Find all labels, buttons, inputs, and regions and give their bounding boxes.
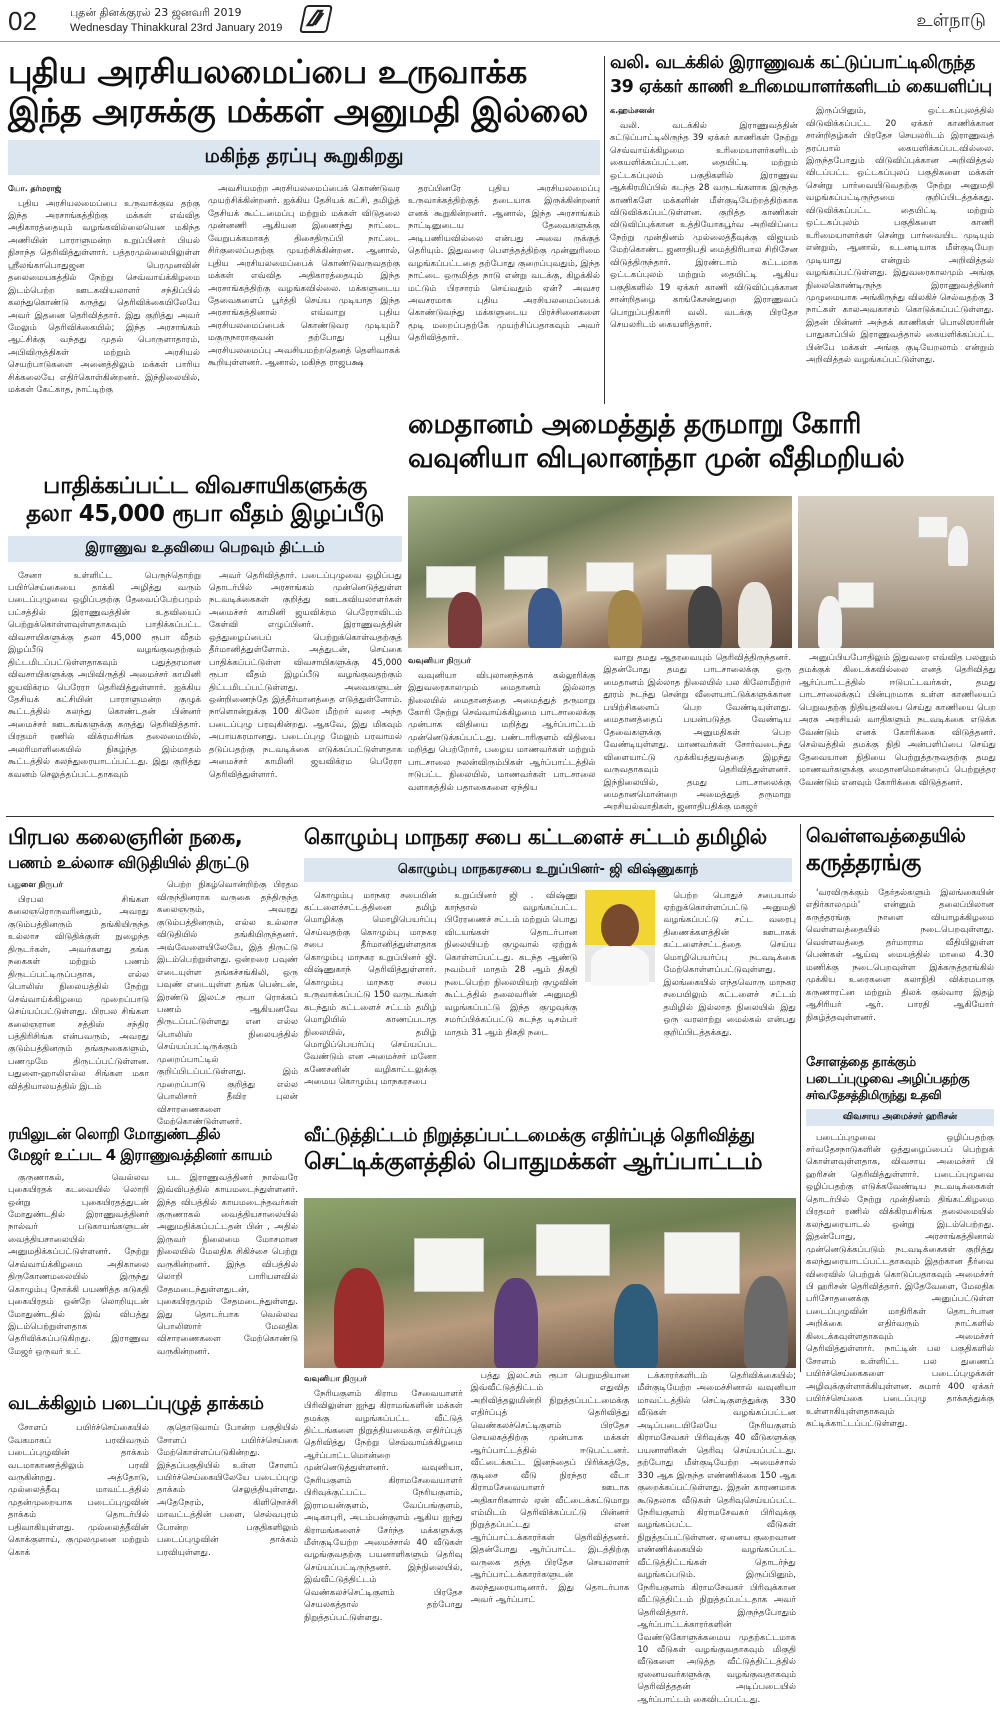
article-body: பெற்ற நிகழ்வொன்றிற்கு பிரதம விருந்தினராக வருகை தந்திருந்த கலைஞரும், அவரது குடும்பத்தினரும், எல்ல உல்லாச விடுதியில் தங்கியிருந்தனர். அவ்வேளையிலேயே, இத் திருட்டு இடம்பெற்றுள்ளது. ஒன்றரை பவுண் எடையுள்ள தங்கச்சங்கிலி, ஒரு பவுண் எடையுள்ள தங்க பென்டன், இரண்டு இலட்ச ரூபா ரொக்கப் பணம் ஆகியனவே திருடப்பட்டுள்ளது என எல்ல பொலிஸ் நிலையத்தில் செய்யப்பட்டிருக்கும் முறைப்பாட்டில் குறிப்பிடப்பட்டுள்ளது. இம் முறைப்பாடு குறித்து எல்ல பொலிசார் தீவிர புலன் விசாரணைகளை மேற்கொண்டுள்ளனர். [157, 880, 298, 1128]
subheadline: கொழும்பு மாநகரசபை உறுப்பினர்- ஜி விஷ்ணுகாந் [304, 858, 792, 882]
headline: படைப்புழுவை அழிப்பதற்கு [806, 1071, 970, 1087]
article-body: சேனா உள்ளிட்ட பெருந்தொற்று பயிர்செய்கையை தாக்கி அழித்து வரும் படைப்புழுவை ஒழிப்பதற்கு தேவைப்பேற்பமும் பட்சத்தில் இராணுவத்தின் உதவியைப் பெற்றுக்கொள்ளவுள்ளதாகவும் பாதிக்கப்பட்ட விவசாயிகளுக்கு தலா 45,000 ரூபா வீதம் இழப்பீடு வழங்குவதற்கும் திட்டமிடப்பட்டுள்ளதாகவும் பதுத்தரமான விவசாயிகளுக்கு அபிவிருத்தி அமைச்சர் காமினி ஜயவிக்ரம பெரேரா தெரிவித்துள்ளார். ஐக்கிய தேசியக் கட்சியின் பாராளுமன்ற குழுக் கூட்டத்தில் கலந்து கொண்டதன் பின்னர் அமைச்சர் ஊடகங்களுக்கு கருத்து தெரிவித்தார். பிரதமர் ரணில் விக்ரமசிங்க தலைமையில், அலரிமாளிகையில் நிகழ்ந்த இம்மாதம் கூட்டத்தில் கலந்துரையாடப்பட்டது. இது குறித்து கவனம் செலுத்தப்பட்டதாகவும் [8, 570, 201, 780]
divider [800, 824, 801, 1372]
article-body: புதிய அரசியலமைப்பை உருவாக்குவ தற்கு இந்த அரசாங்கத்திற்கு மக்கள் எவ்வித அதிகாரத்தையும் வழங்கவில்லையென மகிந்த அணியின் பாராளுமன்ற உறுப்பினர் பியல் நிசாந்த தெரிவித்துள்ளார். பத்தரமுல்லையிலுள்ள ஸ்ரீலங்காபொதுஜன பெரமுனவின் தலைமையகத்தில் நேற்று செவ்வாய்க்கிழமை இடம்பெற்ற ஊடகவியலாளர் சந்திப்பில் கலந்துகொண்டு கருத்து தெரிவிக்கையிலேயே அவர் இதனை தெரிவித்தார். இது குறித்து அவர் மேலும் தெரிவிக்கையில்; இந்த அரசாங்கம் ஆட்சிக்கு வந்தது முதல் பொருளாதாரம், அபிவிருத்திகள் மற்றும் அரசியல் செயற்பாடுகளை அனைத்திலும் மக்கள் பாரிய சிக்கலையே எதிர்கொள்கின்றனர். இந்நிலையில், மக்கள் கேட்காத, நாட்டிற்கு [8, 198, 200, 396]
article-land-release [610, 54, 994, 404]
article-body: அனுப்பியபோதிலும் இதுவரை எவ்வித பலனும் தமக்குக் கிடைக்கவில்லை எனத் தெரிவித்து ஆர்ப்பாட்டத்தில் ஈடுபட்டவர்கள், தமது பாடசாலைக்குப் பின்புறமாக உள்ள காணியைப் பெறுவதற்கு நிதியுதவியை செய்து காணியை பெற அரசு அரசியல் வாதிகளும் நடவடிக்கை எடுக்க வேண்டும் எனக் கோரிக்கை விடுத்தனர். செல்வத்தில் தமக்கு நிதி அன்பளிப்பை செய்து தேவையான நிதியை பெற்றுத்தருவதற்கு தமது மாணவர்களுக்கு மைதானமொன்றைப் பெற்றுத்தர வேண்டும் எனவும் கோரிக்கை விடுத்தனர். [799, 653, 997, 788]
byline: பதுளை நிருபர் [8, 880, 63, 890]
headline: சர்வதேசத்திமிருந்து உதவி [806, 1088, 942, 1103]
subheadline: விவசாய அமைச்சர் ஹரிசன் [806, 1109, 994, 1126]
section-name: உள்நாடு [916, 10, 986, 31]
headline: சோளத்தை தாக்கும் [806, 1055, 916, 1070]
logo-icon [299, 5, 333, 33]
headline: செட்டிக்குளத்தில் பொதுமக்கள் ஆர்ப்பாட்டம் [304, 1149, 763, 1176]
article-hotel-theft [8, 825, 298, 1128]
photo-caption: வவுனியா நிருபர் [408, 656, 471, 665]
protest-photo [408, 496, 792, 648]
article-body: குருணாகல், வெல்லவ புகையிரதக் கடவையில் லொறி ஒன்று புகையிரதத்துடன் மோதுண்டதில் இராணுவத்தினர் நால்வர் படுகாயங்களுடன் வைத்தியசாலையில் அனுமதிக்கப்பட்டுள்ளனர். நேற்று செவ்வாய்க்கிழமை அதிகாலை திருகோணமலையில் இருந்து கொழும்பு நோக்கி பயணித்த கடுகதி புகையிரதம் ஒன்றே லொறியுடன் மோதுண்டதில் இவ் விபத்து இடம்பெற்றுள்ளதாக தெரிவிக்கப்படுகிறது. இராணுவ மேஜர் ஒருவர் உட் [8, 1172, 149, 1357]
article-international-aid [806, 1056, 994, 1546]
headline: பிரபல கலைஞரின் நகை, [8, 825, 243, 849]
header-date-english: Wednesday Thinakkural 23rd January 2019 [70, 22, 283, 34]
article-housing-body [304, 1370, 797, 1705]
headline: தலா 45,000 ரூபா வீதம் இழப்பீடு [26, 500, 384, 527]
article-body: டக்காரர்களிடம் தெரிவிக்கையில்; மீள்குடியேற்ற அமைச்சினால் வவுனியா மாவட்டத்தில் செட்டிகுளத்துக்கு 330 வீடுகள் வழங்கப்பட்டன அடிப்படையிலேயே நேரியகுளம் கிராமசேவகர் பிரிவுக்கு 40 வீடுகளுக்கு பயனாளிகள் தெரிவு செய்யப்பட்டது. தற்போது மீள்குடியேற்ற அமைச்சால் 330 ஆக இருந்த எண்ணிக்கை 150 ஆக குறைக்கப்பட்டுள்ளது. இதன் காரணமாக கூடுதலாக வீடுகள் தெரிவுசெய்யப்பட்ட நேரியகுளம் கிராமசேவகர் பிரிவுக்கு வழங்கப்பட்ட வீடுகள் நிறுத்தப்பட்டுள்ளன. ஏனைய குறைவான எண்ணிக்கையில் வழங்கப்பட்ட வீட்டுத்திட்டங்கள் தொடர்ந்து வழங்கப்படும். இருப்பினும், நேரியகுளம் கிராமசேவகர் பிரிவுக்கான வீட்டுத்திட்டம் நிறுத்தப்பட்டதாக அவர் தெரிவித்தார். இருந்தபோதும் ஆர்ப்பாட்டக்காரர்களின் வேண்டுகோளுக்கமைய முதற்கட்டமாக 10 வீடுகள் வழங்குவதாகவும் மிகுதி வீடுகளை அடுத்த வீட்டுத்திட்டத்தில் ஏனையவர்களுக்கு வழங்குவதாகவும் தெரிவித்ததன் அடிப்படையில் ஆர்ப்பாட்டம் கைவிடப்பட்டது. [637, 1371, 797, 1705]
headline: இந்த அரசுக்கு மக்கள் அனுமதி இல்லை [8, 90, 588, 130]
article-body: வாறு தமது ஆதரவையும் தெரிவித்திருந்தனர். இதன்போது தமது பாடசாலைக்கு ஒரு மைதானம் இல்லாத நிலையில் பல கிலோமீற்றர் தூரம் நடந்து சென்று வீளையாட்டுக்களுக்கான பயிற்சிகளைப் பெற வேண்டியுள்ளது. மைதானத்தைப் பயன்படுத்த வேண்டிய தேவைகளுக்கு அனுமதிகள் பெற வேண்டியுள்ளது. மாணவர்கள் சோர்வடைந்து விளையாட்டு முக்கியத்துவத்தை இழந்து வருவதாகவும் தெரிவித்துள்ளனர். இந்நிலையில், தமது பாடசாலைக்கு மைதானமொன்றை அமைத்துத் தருமாறு அரசியல்வாதிகள், ஜனாதிபதிக்கு மகஜர் [603, 653, 792, 813]
article-body: குதொடுவாய் போன்ற பகுதியில் சோளப் பயிர்ச்செய்கை மேற்கொள்ளப்படுகின்றது. இந்தப்பகுதியில் உள்ள சோளப் பயிர்ச்செய்கையிலேயே படைப்புழு தாக்கம் செலுத்தியுள்ளது. அதேநேரம், கிளிநொச்சி மாவட்டத்தின் பளை, செல்வபுரம் போன்ற பகுதிகளிலும் படைப்புழுவின் தாக்கம் பரவியுள்ளது. [157, 1423, 298, 1558]
header-date-tamil: புதன் தினக்குரல் 23 ஜனவரி 2019 [70, 6, 242, 19]
headline: கருத்தரங்கு [806, 850, 921, 877]
article-housing-protest [304, 1126, 796, 1196]
page-number: 02 [8, 6, 37, 36]
article-body: வலி. வடக்கில் இராணுவத்தின் கட்டுப்பாட்டிலிருந்த 39 ஏக்கர் காணிகள் நேற்று செவ்வாய்க்கிழமை உரிமையாளர்களிடம் கையளிக்கப்பட்டன. தையிட்டி மற்றும் ஒட்டகப்புலம் பகுதிகளில் இராணுவ ஆக்கிரமிப்பில் கடந்த 28 வருடங்களாக இருந்த காணிகளே மக்களின் மீள்குடியேற்றத்திற்காக விடுவிக்கப்பட்டுள்ளன. குறித்த காணிகள் விடுவிப்புக்கான உத்தியோகபூர்வ அறிவிப்பை நேற்று முன்தினம் முல்லைத்தீவுக்கு விஜயம் மேற்கொண்ட ஜனாதிபதி மைத்திரிபால சிறிசேன விடுத்திருந்தார். இரண்டாம் கட்டமாக ஒட்டகப்புலம் மற்றும் தையிட்டி ஆகிய பகுதிகளில் 19 ஏக்கர் காணி விடுவிப்புக்கான சான்றிதழை காங்கேசன்துறை இராணுவப் பொறுப்பதிகாரி வலி. வடக்கு பிரதேச செயலரிடம் கையளித்தார். [610, 120, 798, 331]
headline: வலி. வடக்கில் இராணுவக் கட்டுப்பாட்டிலிருந்த [610, 53, 975, 73]
byline: க.ஹம்சனன் [610, 106, 655, 116]
article-body: பட இராணுவத்தினர் நால்வரே இவ்விபத்தில் காயமடைந்துள்ளனர். இந்த விபத்தில் காயமடைந்தவர்கள் குருணாகல் வைத்தியசாலையில் அனுமதிக்கப்பட்டதன் பின் , அதில் இருவர் நிலைமை மோசமான நிலையில் மேலதிக சிகிச்சை பெற்று வருகின்றனர். இந்த விபத்தில் லொறி பாரியளவில் சேதமடைந்துள்ளதுடன், புகையிரதமும் சேதமடைந்துள்ளது. இது தொடர்பாக வெல்லவ பொலிஸார் மேலதிக விசாரணைகளை மேற்கொண்டு வருகின்றனர். [157, 1172, 298, 1357]
article-body: தரப்பினரே புதிய அரசியலமைப்பு உருவாக்கத்திற்குத் தடையாக இருக்கின்றனர் எனக் கூறுகின்றனர். ஆனால், இந்த அரசாங்கம் நாட்டினுடைய தேவைகளுக்கு அடிபணியவில்லை என்பது அவை ருக்குத் தெரியும். இதுவரை பௌத்தத்திற்கு முன்னுரிமை வழங்கப்பட்டதை தற்போது குறைப்புவதும், இந்த நாட்டை ஒருமித்த நாடு என்று வடக்கு, கிழக்கில் மட்டும் பிரசாரம் செய்வதும் ஏன்? அவசர அவசரமாக புதிய அரசியலமைப்பைக் கொண்டுவந்து மக்களுடைய பிரச்சினைகளை மூடி மறைப்பதற்கே முயற்சிப்பதாகவும் அவர் தெரிவித்தார். [408, 183, 600, 344]
headline: 39 ஏக்கர் காணி உரிமையாளர்களிடம் கையளிப்பு [610, 76, 992, 97]
portrait-photo [585, 890, 655, 982]
article-body: நேரியகுளம் கிராம சேவையாளர் பிரிவிலுள்ள ஐந்து கிராமங்களின் மக்கள் தமக்கு வழங்கப்பட்ட வீட்டுத் திட்டங்களை நிறுத்தியமைக்கு எதிர்ப்புத் தெரிவித்து நேற்று செவ்வாய்க்கிழமை ஆர்ப்பாட்டமொன்றை முன்னெடுத்துள்ளனர். வவுனியா, நேரியகுளம் கிராமசேவையாளர் பிரிவுக்குட்பட்ட நேரியகுளம், இராமயன்குளம், வேப்பங்குளம், அடிகாபுரி, அடம்பன்குளம் ஆகிய ஐந்து கிராமங்களைச் சேர்ந்த மக்களுக்கு மீள்குடியேற்ற அமைச்சால் 40 வீடுகள் வழங்குவதற்கு பயனாளிகளும் தெரிவு செய்யப்பட்டிருந்தனர். இந்நிலையில், இவ்வீட்டுத்திட்டம் வெண்கலச்செட்டிகுளம் பிரதேச செயலகத்தால் தற்போது நிறுத்தப்பட்டுள்ளது. [304, 1388, 463, 1623]
headline: வடக்கிலும் படைப்புழுத் தாக்கம் [8, 1393, 264, 1414]
article-body: 'வரவிருக்கும் தேர்தல்களும் இலங்கையின் எதிர்காலமும்' என்னும் தலைப்பிலான கருத்தரங்கு நாளை வியாழக்கிழமை வெள்ளவத்தையில் நடைபெறவுள்ளது. வெள்ளவத்தை தர்மாராம வீதியிலுள்ள பெண்கள் ஆய்வு மையத்தில் மாலை 4.30 மணிக்கு நடைபெறவுள்ள இக்கருத்தரங்கில் முக்கிய உரைகளை கலாநிதி விக்ரமபாகு கருணாரட்ன மற்றும் திலக் குல்வார இதழ் ஆசிரியர் ஆர். பாரதி ஆகியோர் நிகழ்த்தவுள்ளனர். [806, 888, 994, 1023]
headline: கொழும்பு மாநகர சபை கட்டளைச் சட்டம் தமிழில் [304, 825, 767, 849]
divider [6, 816, 994, 817]
article-body: பெற்ற பொதுச் சபையால் ஏற்றுக்கொள்ளப்பட்டு அனுமதி வழங்கப்பட்டு சட்ட வரைபு திணைக்களத்தின் ஊடாகக் கட்டளைச்சட்டத்தை செய்ய மொழிபெயர்ப்பு நடவடிக்கை மேற்கொள்ளப்பட்டுவுள்ளது. இலங்கையில் எந்தவொரு மாநகர சபையிலும் கட்டளைச் சட்டம் தமிழில் இல்லாத நிலையில் இது ஒரு வரலாற்று மைல்கல் என்பது குறிப்பிடத்தக்கது. [663, 890, 797, 1038]
article-seminar [806, 826, 994, 1048]
headline: வவுனியா விபுலானந்தா முன் வீதிமறியல் [408, 443, 905, 475]
headline: மேஜர் உட்பட 4 இராணுவத்தினர் காயம் [8, 1145, 272, 1164]
housing-protest-photo [304, 1198, 796, 1368]
headline: ரயிலுடன் லொறி மோதுண்டதில் [8, 1125, 221, 1143]
byline: யோ. தர்மராஜ் [8, 183, 62, 193]
photo-caption: வவுனியா நிருபர் [304, 1374, 367, 1383]
article-body: கொழும்பு மாநகர சபையின் கட்டளைச்சட்டத்தினை தமிழ் மொழிக்கு மொழிபெயர்ப்பு செய்வதற்கு கொழும்பு மாநகர சபை தீர்மானித்துள்ளதாக கொழும்பு மாநகர உறுப்பினர் ஜி. விஷ்ணுகாந் தெரிவித்துள்ளார். கொழும்பு மாநகர சபை உருவாக்கப்பட்டு 150 வருடங்கள் கடந்தும் கட்டளைச் சட்டம் தமிழ் மொழியில் காணப்படாத நிலையில், தமிழ் மொழிப்பெயர்ப்பு செய்யப்பட வேண்டும் என அமைச்சர் மனோ கணேசனின் வழிகாட்டலுக்கு அமைய கொழும்பு மாநகரசபை [304, 890, 437, 1088]
headline: வீட்டுத்திட்டம் நிறுத்தப்பட்டமைக்கு எதிர்ப்புத் தெரிவித்து [304, 1125, 755, 1146]
headline: புதிய அரசியலமைப்பை உருவாக்க [8, 52, 527, 91]
article-body: வவுனியா விபுலானந்தாக் கல்லூரிக்கு இதுவரைகாலமும் மைதானம் இல்லாத நிலையில் மைதானத்தை அமைத்துத் தருமாறு கோரி நேற்று செவ்வாய்க்கிழமை பாடசாலைக்கு முன்பாக விதியை மறித்து ஆர்ப்பாட்டம் முன்னெடுக்கப்பட்டது. பண்டாரிகுளம் விதியை மறித்து பெற்றோர், பழைய மாணவர்கள் மற்றும் பாடசாலை நலன்விரும்பிகள் ஆர்ப்பாட்டத்தில் ஈடுபட்ட நிலையில், மாணவர்கள் பாடசாலை வளாகத்தில் பதாகைகளை ஏந்திய [408, 670, 596, 793]
article-body: உறுப்பினர் ஜி . விஷ்ணு காந்தால் வழங்கப்பட்ட பிரேரணைச் சட்டம் மற்றும் பொது விடயங்கள் தொடர்பான நிலையியற் குழுவால் ஏற்றுக் கொள்ளப்பட்டது. கடந்த ஆண்டு நவம்பர் மாதம் 28 ஆம் திகதி நடைபெற்ற நிலையியற் குழுவின் கூட்டத்தில் தலைவரின் அனுமதி வழங்கப்பட்டு இந்த குழுவுக்கு சமர்ப்பிக்கப்பட்டு கடந்த டிசம்பர் மாதம் 31 ஆம் திகதி நடை [444, 890, 578, 1038]
article-body: இருப்பினும், ஒட்டகப்புலத்தில் விடுவிக்கப்பட்ட 20 ஏக்கர் காணிக்கான சான்றிதழ்கள் பிரதேச செயலரிடம் இராணுவத் தரப்பால் கையளிக்கப்படவில்லை. இருந்தபோதும் விடுவிப்புக்கான அறிவித்தல் விடப்பட்ட ஒட்டகப்புலப் பகுதிகளை மக்கள் சென்று பார்வையிடுவதற்கு நேற்று அனுமதி வழங்கப்பட்டிருந்தமை குறிப்பிடத்தக்கது. விடுவிக்கப்பட்ட தையிட்டி மற்றும் ஒட்டகப்புலம் பகுதிகளை காணி உரிமையாளர்கள் சென்று பார்வையிட முடியும் என்றும், ஆனால், உடனடியாக மீள்குடியேற முடியாது என்றும் அறிவித்தல் வழங்கப்பட்டுள்ளது. இதுவரைகாலமும் அங்கு நிலைகொண்டிருந்த இராணுவத்தினர் முழுமையாக அங்கிருந்து விலகிச் செல்வதற்கு 3 நாட்கள் காலஅவகாசம் கொடுக்கப்பட்டுள்ளது. இதன் பின்னர் அந்தக் காணிகள் பொலிஸாரின் பாதுகாப்பில் இராணுவத்தால் கையளிக்கப்பட்ட பின்பே மக்கள் அங்கு குடியேறலாம் என்றும் அறிவித்தல் வழங்கப்பட்டுள்ளது. [806, 106, 994, 366]
page-header [0, 0, 1000, 42]
subheadline: இராணுவ உதவியை பெறவும் திட்டம் [8, 536, 402, 562]
article-body: அவசியமற்ற அரசியலமைப்பைக் கொண்டுவர முயற்சிக்கின்றனர். ஐக்கிய தேசியக் கட்சி, தமிழ்த் தேசியக் கூட்டமைப்பு மற்றும் மக்கள் விடுதலை முன்னணி ஆகியன இணைந்து நாட்டை வேறுபக்கமாகத் திசைதிருப்பி நாட்டை சிர்குலைப்பதற்கு முயற்சிக்கின்றன. ஆனால், புதிய அரசியலமைப்பைக் கொண்டுவருவதற்கு மக்கள் எவ்வித அதிகாரத்தையும் இந்த அரசாங்கத்திற்கு வழங்கவில்லை. மக்களுடைய தேவைகளைப் பூர்த்தி செய்ய முடியாத இந்த அரசாங்கத்தினால் எவ்வாறு புதிய அரசியலமைப்பைக் கொண்டுவர முடியும்? மகுருநாராகுவன் தற்போது புதிய அரசியலமைப்பு அவசியமற்றதெனத் தெளிவாகக் கூறியுள்ளனர். ஆனால், மகிந்த ராஜபக்ஷ [208, 183, 400, 369]
article-train-accident [8, 1126, 298, 1388]
article-playground-body [408, 652, 997, 813]
article-body: பத்து இலட்சம் ரூபா பெறுமதியான இவ்வீட்டுத்திட்டம் எதுவித அறிவித்தலுமின்றி நிறுத்தப்பட்டமைக்கு எதிர்ப்புத் தெரிவித்து வெண்கலச்செட்டிகுளம் பிரதேச செயலகத்திற்கு முன்பாக மக்கள் ஆர்ப்பாட்டத்தில் ஈடுபட்டனர். வீட்டைக்கட்ட இனந்தைப் பிரிக்கத்தே, குடிசை வீடு நிரந்தர வீடா கிராமசேவையாளர் ஊடாக அதிகாரிகளால் ஏன் வீட்டைக்கட்டுமாறு எம்மிடம் தெரிவிக்கப்பட்டு பின்னர் நிறுத்தப்பட்டது என ஆர்ப்பாட்டக்காரர்கள் தெரிவித்தனர். இதன்போது ஆர்ப்பாட்ட இடத்திற்கு வருகை தந்த பிரதேச செயலாளர் ஆர்ப்பாட்டக்காரர்களுடன் கலந்துரையாடினார். இது தொடர்பாக அவர் ஆர்ப்பாட் [470, 1371, 630, 1606]
article-body: படைப்புழுவை ஒழிப்பதற்கு சர்வதேசநாடுகளின் ஒத்துழைப்பைப் பெற்றுக் கொள்ளவுள்ளதாக, விவசாய அமைச்சர் பி ஹரிசன் தெரிவித்துள்ளார். படைப்புழுவை ஒழிப்பதற்கு எடுக்கவேண்டிய நடவடிக்கைகள் தொடர்பில் நேற்று முன்தினம் திங்கட்கிழமை பிரதமர் ரணில் விக்கிரமசிங்க தலைமையில் கலந்துரையாடல் ஒன்று இடம்பெற்றது. இதன்போது, அரசாங்கத்தினால் முன்னெடுக்கப்படும் நடவடிக்கைகள் குறித்து கலந்துரையாடப்பட்டதாகவும் இதற்கான தீர்வை விரைவில் பெற்றுக் கொடுப்பதாகவும் அமைச்சர் பி ஹரிசன் தெரிவித்தார். இதேவேளை, மேலதிக பரிசோதனைக்கு அனுப்பட்டுள்ள படைப்புழுவின் மாதிரிகள் தொடர்பான அறிக்கை எதிர்வரும் நாட்களில் கிடைக்கவுள்ளதாகவும் அமைச்சர் தெரிவித்துள்ளார். நாட்டின் பல பகுதிகளில் சோளம் உள்ளிட்ட பல துணைப் பயிர்ச்செய்கைகளை படைப்புழுக்கள் அழிவுக்குள்ளாக்கியுள்ளன. சுமார் 400 ஏக்கர் பயிர்ச்செய்கை படைப்புழு தாக்கத்துக்கு உள்ளாகியுள்ளதாகவும் சுட்டிக்காட்டப்பட்டுள்ளது. [806, 1132, 994, 1429]
article-north-armyworm [8, 1393, 298, 1558]
headline: வெள்ளவத்தையில் [806, 825, 966, 847]
article-body: பிரபல சிங்கள கலைஞரொருவரினதும், அவரது குடும்பத்தினரும் தங்கியிருந்த உல்லாச விடுதிக்குள் நுழைந்த திருடர்கள், அவர்களது தங்க நகைகள் மற்றும் பணம் திருடப்பட்டிருப்பதாக, எல்ல பொலிஸ் நிலையத்தில் நேற்று செவ்வாய்க்கிழமை முறைப்பாடு செய்யப்பட்டுள்ளது. பிரபல சிங்கள கலைஞரான சத்திஸ் சந்திர பத்திரிசிங்க என்பவரும், அவரது குடும்பத்தினரும் தங்கநகைகளும், பணமுமே திருடப்பட்டுள்ளன. பதுளை-ஹாலிஎல்ல சிங்கள மகா வித்தியாலயத்தில் இடம் [8, 895, 149, 1092]
headline: மைதானம் அமைத்துத் தருமாறு கோரி [408, 409, 861, 440]
article-farmer-compensation [8, 474, 402, 810]
headline: பாதிக்கப்பட்ட விவசாயிகளுக்கு [43, 473, 367, 499]
subheadline: மகிந்த தரப்பு கூறுகிறது [8, 140, 600, 175]
article-body: சோளப் பயிர்ச்செய்கையில் வேகமாகப் பரவிவரும் படைப்புழுவின் தாக்கம் வடமாகாணத்திலும் பரவி வருகின்றது. அத்தோடு, முல்லைத்தீவு மாவட்டத்தில் முதன்முறையாக படைப்புழுவின் தாக்கம் தொடர்பில் பதிவாகியுள்ளது. முல்லைத்தீவின் கொக்குளாய், குமுலமுனை மற்றும் கொக் [8, 1423, 149, 1558]
divider [604, 56, 605, 404]
headline: பணம் உல்லாச விடுதியில் திருட்டு [8, 852, 249, 872]
article-colombo-council [304, 826, 796, 1120]
article-body: அவர் தெரிவித்தார். படைப்புழுவை ஒழிப்பது தொடர்பில் அரசாங்கம் முன்னெடுத்துள்ள நடவடிக்கைகள் குறித்து ஊடகவியலாளர்கள் அமைச்சர் காமினி ஜயவிக்ரம பெரேராவிடம் கேள்வி எழுப்பினர். இராணுவத்தின் ஒத்துழைப்பைப் பெற்றுக்கொள்வதற்குத் தீர்மானித்துள்ளோம். அத்துடன், செய்கை பாதிக்கப்பட்டுள்ள விவசாயிகளுக்கு 45,000 ரூபா வீதம் இழப்பீடு வழங்குவதற்கும் திட்டமிடப்பட்டுள்ளது. அவைகளுடன் ஒன்றிணைந்தே இத்தீர்மானத்தை எடுத்துள்ளோம். நாளொன்றுக்கு 100 கிலோ மீற்றர் வரை அந்த படைப்புழு பரவுகின்றது. ஆகவே, இது மிகவும் அபாயகரமானது. படைப்புழு மேலும் பரவாமல் தடுப்பதற்கு நடவடிக்கை எடுக்கப்பட்டுள்ளதாக அமைச்சர் காமினி ஜயவிக்ரம பெரேரா தெரிவித்துள்ளார். [209, 570, 402, 780]
students-photo [798, 496, 994, 648]
